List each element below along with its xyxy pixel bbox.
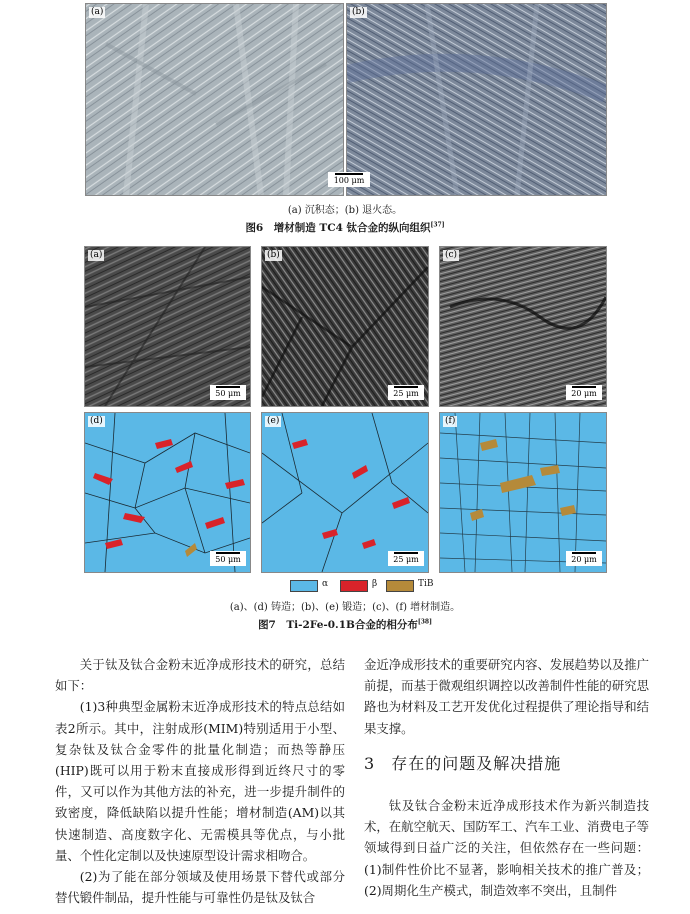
fig6-panel-a	[85, 3, 344, 196]
fig7a-label: (a)	[90, 250, 103, 260]
fig7-panel-f	[439, 412, 607, 573]
scale-bar-line	[394, 552, 418, 554]
fig7d-label: (d)	[90, 416, 103, 426]
left-paragraph-1: 关于钛及钛合金粉末近净成形技术的研究，总结如下：	[55, 657, 345, 694]
left-paragraph-2: (1)3种典型金属粉末近净成形技术的特点总结如表2所示。其中，注射成形(MIM)特别适用于小型、复杂钛及钛合金零件的批量化制造；而热等静压(HIP)既可以用于粉末直接成形得到近终尺寸的零件，又可以作为其他方法的补充，进一步提升制件的致密度，降低缺陷以提升性能；增材制造(AM)以其快速制造、高度数字化、无需模具等优点，与小批量、个性化定制以及快速原型设计需求相吻合。	[55, 699, 345, 863]
fig6a-micrograph	[86, 4, 343, 195]
fig7e-scale-bar	[388, 551, 424, 566]
fig6a-label: (a)	[91, 7, 104, 17]
scale-bar-label: 50 μm	[215, 389, 241, 398]
legend-swatch-tib	[386, 580, 414, 592]
fig7c-micrograph	[440, 247, 606, 406]
scale-bar-line	[335, 173, 363, 175]
section-heading	[364, 751, 561, 774]
fig7-title: 图7 Ti-2Fe-0.1B合金的相分布[38]	[258, 618, 432, 631]
fig7c-label: (c)	[445, 250, 458, 260]
scale-bar-label: 20 μm	[571, 555, 597, 564]
fig7f-scale-bar	[566, 551, 602, 566]
legend-swatch-beta	[340, 580, 368, 592]
legend-swatch-alpha	[290, 580, 318, 592]
scale-bar-label: 25 μm	[393, 389, 419, 398]
legend-label-beta: β	[372, 579, 378, 589]
fig7-ref: [38]	[417, 618, 432, 626]
scale-bar-label: 100 μm	[333, 176, 365, 185]
fig7-panel-e	[261, 412, 429, 573]
fig7-panel-c	[439, 246, 607, 407]
fig6-panel-b	[346, 3, 607, 196]
left-paragraph-3: (2)为了能在部分领域及使用场景下替代或部分替代锻件制品，提升性能与可靠性仍是钛及钛合	[55, 869, 345, 906]
fig7a-scale-bar	[210, 385, 246, 400]
right-paragraph-1: 金近净成形技术的重要研究内容、发展趋势以及推广前提，而基于微观组织调控以改善制件性能的研究思路也为材料及工艺开发优化过程提供了理论指导和结果支撑。	[364, 657, 649, 736]
fig7f-phase-map	[440, 413, 606, 572]
fig6b-scale-bar	[328, 172, 370, 187]
scale-bar-label: 50 μm	[215, 555, 241, 564]
fig7-panel-a	[84, 246, 251, 407]
fig6b-label: (b)	[352, 7, 365, 17]
section-number: 3	[364, 754, 375, 773]
left-column	[55, 654, 345, 908]
fig6-title: 图6 增材制造 TC4 钛合金的纵向组织[37]	[245, 221, 445, 234]
section-title: 存在的问题及解决措施	[391, 754, 562, 773]
fig6b-micrograph	[347, 4, 606, 195]
legend-label-alpha: α	[322, 579, 329, 589]
fig7d-phase-map	[85, 413, 250, 572]
fig7-panel-d	[84, 412, 251, 573]
fig7f-label: (f)	[445, 416, 456, 426]
fig7-legend	[290, 578, 450, 592]
right-paragraph-2: 钛及钛合金粉末近净成形技术作为新兴制造技术，在航空航天、国防军工、汽车工业、消费电子等领域得到日益广泛的关注，但依然存在一些问题：(1)制件性价比不显著，影响相关技术的推广普及；(2)周期化生产模式，制造效率不突出，且制件	[364, 798, 649, 898]
scale-bar-line	[572, 552, 596, 554]
fig7c-scale-bar	[566, 385, 602, 400]
fig7e-phase-map	[262, 413, 428, 572]
fig7b-label: (b)	[267, 250, 280, 260]
fig7b-scale-bar	[388, 385, 424, 400]
scale-bar-line	[572, 386, 596, 388]
scale-bar-label: 20 μm	[571, 389, 597, 398]
fig7e-label: (e)	[267, 416, 280, 426]
scale-bar-line	[216, 386, 240, 388]
fig6-subcaption: (a) 沉积态；(b) 退火态。	[287, 205, 403, 216]
scale-bar-label: 25 μm	[393, 555, 419, 564]
fig7a-micrograph	[85, 247, 250, 406]
right-column-bottom	[364, 795, 649, 901]
right-column-top	[364, 654, 649, 739]
scale-bar-line	[216, 552, 240, 554]
fig7-subcaption: (a)、(d) 铸造；(b)、(e) 锻造；(c)、(f) 增材制造。	[229, 602, 461, 613]
fig7b-micrograph	[262, 247, 428, 406]
fig7-panel-b	[261, 246, 429, 407]
fig7d-scale-bar	[210, 551, 246, 566]
scale-bar-line	[394, 386, 418, 388]
legend-label-tib: TiB	[418, 579, 434, 589]
fig6-ref: [37]	[430, 221, 445, 229]
